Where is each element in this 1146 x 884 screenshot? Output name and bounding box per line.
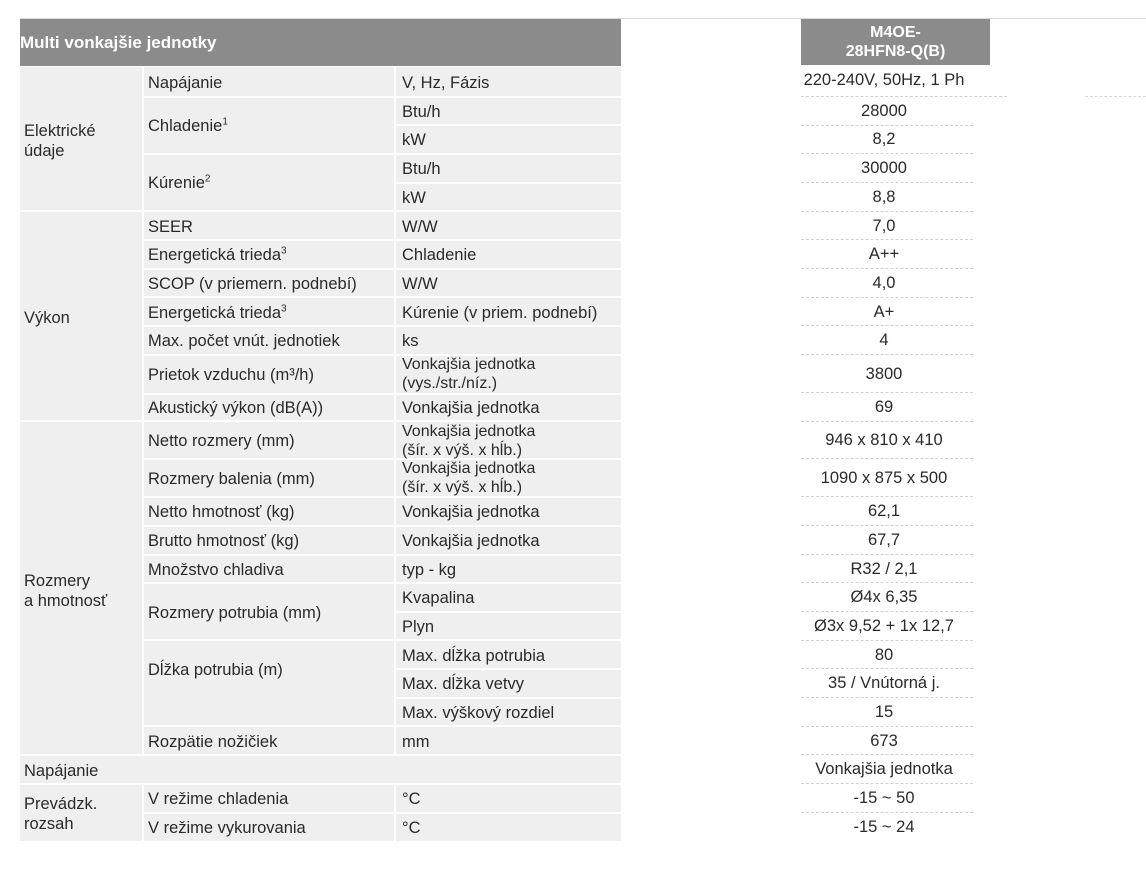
value-seer: 7,0 [872, 217, 896, 235]
value-scop: 4,0 [872, 274, 896, 292]
value-max-height-diff: 15 [874, 703, 894, 721]
table-title: Multi vonkajšie jednotky [20, 33, 217, 52]
value-max-pipe-length: 80 [874, 646, 894, 664]
value-gross-weight: 67,7 [867, 531, 901, 549]
unit-scop: W/W [402, 275, 438, 293]
value-package-dimensions: 1090 x 875 x 500 [820, 469, 948, 487]
value-heating-btu: 30000 [861, 159, 907, 177]
value-feet-span: 673 [870, 732, 898, 750]
unit-sound: Vonkajšia jednotka [402, 399, 540, 417]
unit-heating-kw: kW [402, 189, 426, 207]
param-airflow: Prietok vzduchu (m³/h) [148, 366, 314, 384]
unit-cooling-btu: Btu/h [402, 103, 441, 121]
param-energy-class-heating: Energetická trieda$^3$ [148, 303, 287, 322]
group-power: Napájanie [24, 762, 99, 780]
value-indoor-count: 4 [879, 331, 889, 349]
value-energy-cooling: A++ [868, 245, 900, 263]
unit-max-height-diff: Max. výškový rozdiel [402, 704, 555, 722]
group-operating-range: Prevádzk. rozsah [24, 795, 98, 833]
param-energy-class-cooling: Energetická trieda$^3$ [148, 245, 287, 264]
value-cooling-mode: -15 ~ 50 [853, 789, 915, 807]
unit-max-branch-length: Max. dĺžka vetvy [402, 675, 524, 693]
param-sound-power: Akustický výkon (dB(A)) [148, 399, 324, 417]
unit-cooling-kw: kW [402, 131, 426, 149]
param-scop: SCOP (v priemern. podnebí) [148, 275, 357, 293]
value-net-dimensions: 946 x 810 x 410 [825, 431, 943, 449]
param-package-dimensions: Rozmery balenia (mm) [148, 470, 315, 488]
unit-cooling-mode: °C [402, 790, 421, 808]
value-heating-mode: -15 ~ 24 [853, 818, 915, 836]
value-refrigerant: R32 / 2,1 [850, 560, 918, 578]
right-dashed-divider [1085, 96, 1146, 97]
unit-max-pipe-length: Max. dĺžka potrubia [402, 647, 546, 665]
value-cooling-btu: 28000 [861, 102, 907, 120]
group-dimensions: Rozmery a hmotnosť [24, 572, 108, 610]
unit-gross-weight: Vonkajšia jednotka [402, 532, 540, 550]
value-gas: Ø3x 9,52 + 1x 12,7 [814, 617, 954, 635]
param-heating: Kúrenie$^2$ [148, 173, 211, 192]
unit-energy-heating: Kúrenie (v priem. podnebí) [402, 304, 598, 322]
group-performance: Výkon [24, 309, 70, 327]
unit-heating-mode: °C [402, 819, 421, 837]
param-net-weight: Netto hmotnosť (kg) [148, 503, 295, 521]
param-net-dimensions: Netto rozmery (mm) [148, 432, 295, 450]
param-seer: SEER [148, 218, 193, 236]
value-sound: 69 [874, 398, 894, 416]
param-refrigerant: Množstvo chladiva [148, 561, 284, 579]
value-cooling-kw: 8,2 [872, 130, 896, 148]
value-max-branch-length: 35 / Vnútorná j. [828, 674, 940, 692]
param-max-indoor-units: Max. počet vnút. jednotiek [148, 332, 340, 350]
unit-seer: W/W [402, 218, 438, 236]
unit-refrigerant: typ - kg [402, 561, 457, 579]
unit-net-weight: Vonkajšia jednotka [402, 503, 540, 521]
param-power: Napájanie [148, 74, 223, 92]
unit-airflow: Vonkajšia jednotka (vys./str./níz.) [402, 356, 536, 392]
param-cooling-mode: V režime chladenia [148, 790, 289, 808]
param-cooling: Chladenie$^1$ [148, 116, 228, 135]
value-liquid: Ø4x 6,35 [850, 588, 918, 606]
table-header [20, 19, 621, 66]
value-power-supply: Vonkajšia jednotka [815, 760, 953, 778]
value-heating-kw: 8,8 [872, 188, 896, 206]
unit-package-dimensions: Vonkajšia jednotka (šír. x výš. x hĺb.) [402, 460, 536, 496]
unit-feet-span: mm [402, 733, 430, 751]
param-gross-weight: Brutto hmotnosť (kg) [148, 532, 300, 550]
model-name: M4OE- 28HFN8-Q(B) [845, 24, 946, 60]
param-pipe-dimensions: Rozmery potrubia (mm) [148, 604, 322, 622]
group-electrical: Elektrické údaje [24, 122, 96, 160]
model-header [801, 19, 990, 65]
value-net-weight: 62,1 [867, 502, 901, 520]
value-energy-heating: A+ [873, 303, 895, 321]
param-heating-mode: V režime vykurovania [148, 819, 306, 837]
unit-liquid: Kvapalina [402, 589, 475, 607]
unit-gas: Plyn [402, 618, 435, 636]
param-pipe-length: Dĺžka potrubia (m) [148, 661, 283, 679]
unit-indoor-count: ks [402, 332, 419, 350]
value-airflow: 3800 [865, 365, 903, 383]
unit-heating-btu: Btu/h [402, 160, 441, 178]
value-power: 220-240V, 50Hz, 1 Ph [803, 71, 965, 89]
unit-power: V, Hz, Fázis [402, 74, 490, 92]
unit-energy-cooling: Chladenie [402, 246, 477, 264]
param-feet-span: Rozpätie nožičiek [148, 733, 278, 751]
unit-net-dimensions: Vonkajšia jednotka (šír. x výš. x hĺb.) [402, 423, 536, 459]
